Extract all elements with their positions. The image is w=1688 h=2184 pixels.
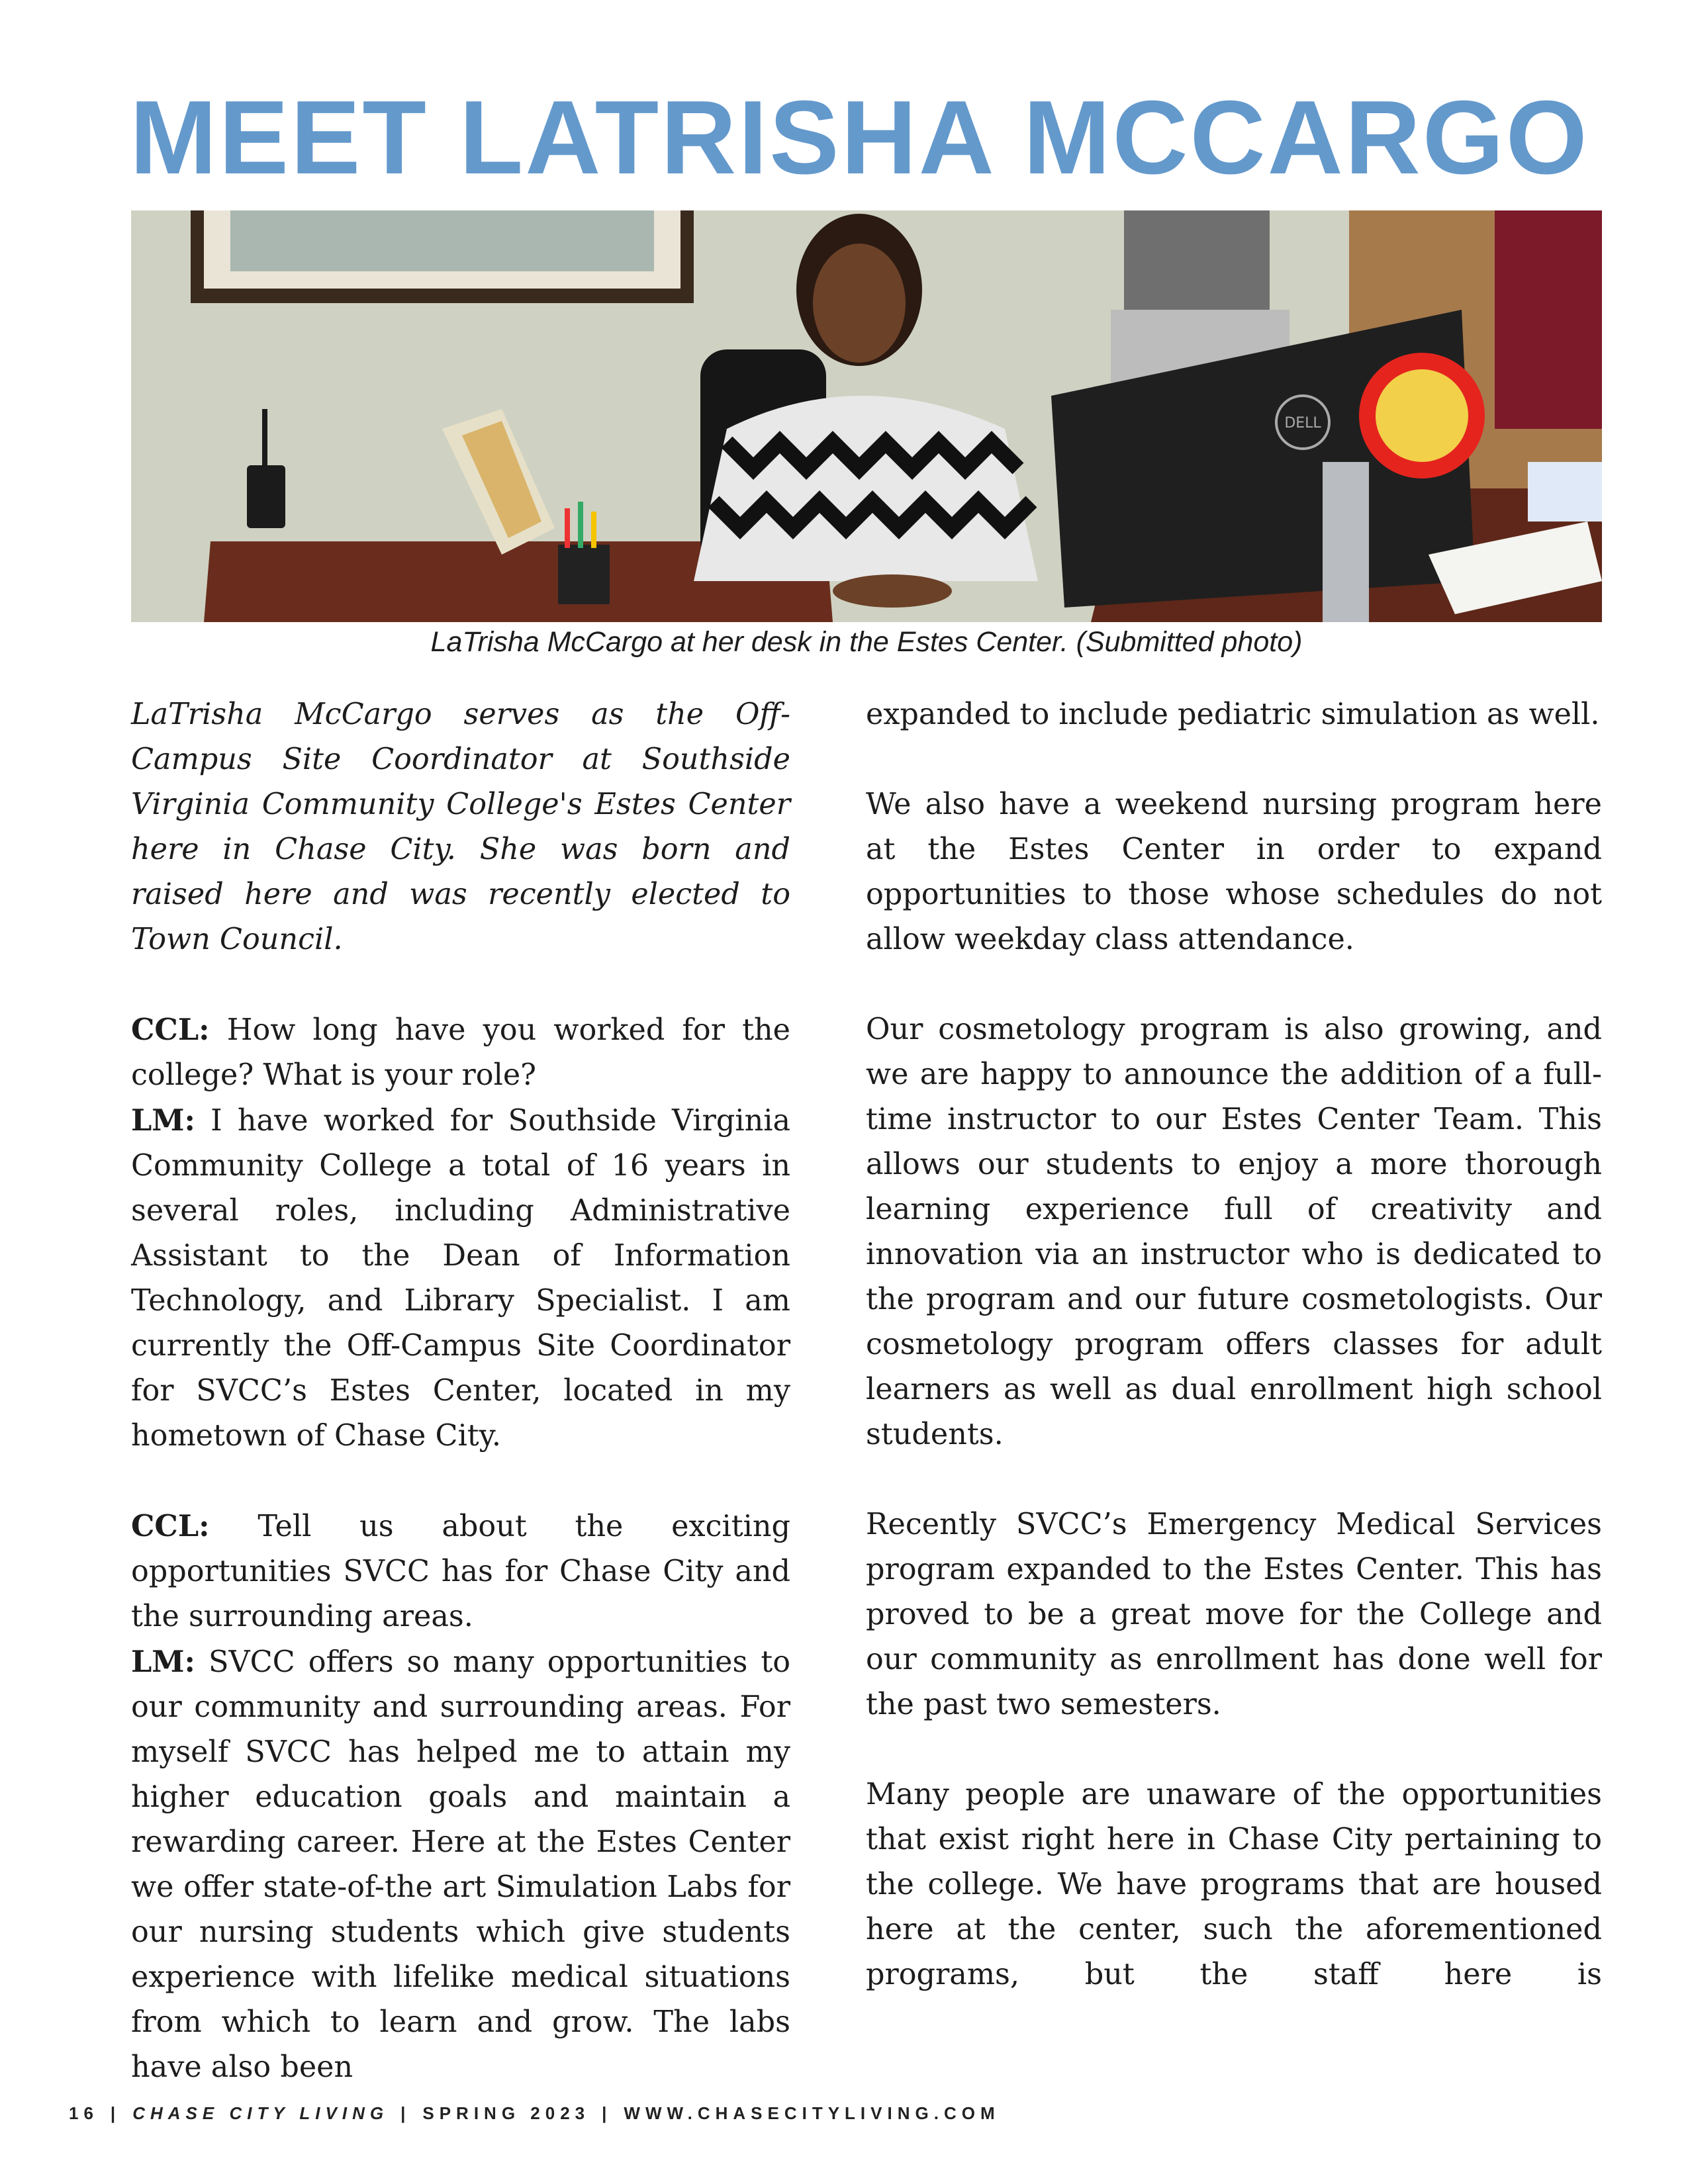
speaker-label: CCL: [131, 1013, 210, 1047]
website-link[interactable]: WWW.CHASECITYLIVING.COM [624, 2103, 1000, 2123]
svg-text:DELL: DELL [1284, 415, 1321, 432]
answer-2 [131, 1639, 790, 2090]
question-text: How long have you worked for the college? What is your role? [131, 1013, 790, 1092]
publication-name: CHASE CITY LIVING [132, 2103, 389, 2123]
profile-photo [131, 210, 1602, 622]
answer-text: SVCC offers so many opportunities to our community and surrounding areas. For myself SVCC has helped me to attain my higher education goals and maintain a rewarding career. Here at the Estes Center we offer state-of-the art Simulation Labs for our nursing students which give students experience with lifelike medical situations from which to learn and grow. The labs have also been [131, 1645, 790, 2084]
answer-1 [131, 1098, 790, 1459]
paragraph-continuation: expanded to include pediatric simulation as well. [866, 698, 1600, 731]
paragraph-cosmetology: Our cosmetology program is also growing, and we are happy to announce the addition of a full-time instructor to our Estes Center Team. This allows our students to enjoy a more thorough learning experience full of creativity and innovation via an instructor who is dedicated to the program and our future cosmetologists. Our cosmetology program offers classes for adult learners as well as dual enrollment high school students. [866, 1013, 1602, 1451]
footer-separator: | [602, 2103, 612, 2123]
photo-caption: LaTrisha McCargo at her desk in the Estes Center. (Submitted photo) [430, 626, 1303, 658]
intro-paragraph: LaTrisha McCargo serves as the Off-Campus Site Coordinator at Southside Virginia Community College's Estes Center here in Chase City. She was born and raised here and was recently elected to Town Council. [131, 698, 790, 956]
framed-picture-icon [191, 210, 694, 303]
issue-label: SPRING 2023 [422, 2103, 590, 2123]
page-title: MEET LATRISHA MCCARGO [130, 79, 1589, 196]
red-chair [1495, 210, 1602, 429]
paragraph-weekend-nursing: We also have a weekend nursing program here at the Estes Center in order to expand opportunities to those whose schedules do not allow weekday class attendance. [866, 788, 1602, 956]
article-left-column [131, 692, 790, 2090]
speaker-label: LM: [131, 1103, 195, 1138]
page-number: 16 [69, 2103, 99, 2123]
article-right-column [866, 692, 1602, 1997]
footer-separator: | [400, 2103, 411, 2123]
question-1 [131, 1007, 790, 1098]
footer-separator: | [110, 2103, 121, 2123]
question-2 [131, 1504, 790, 1639]
page-footer [69, 2103, 1000, 2124]
paragraph-ems: Recently SVCC’s Emergency Medical Services program expanded to the Estes Center. This has proved to be a great move for the College and our community as enrollment has done well for the past two semesters. [866, 1508, 1602, 1721]
speaker-label: LM: [131, 1645, 195, 1679]
paragraph-opportunities: Many people are unaware of the opportunities that exist right here in Chase City pertaining to the college. We have programs that are housed here at the center, such the aforementioned programs, but the staff here is [866, 1778, 1602, 1991]
answer-text: I have worked for Southside Virginia Community College a total of 16 years in several roles, including Administrative Assistant to the Dean of Information Technology, and Library Specialist. I am currently the Off-Campus Site Coordinator for SVCC’s Estes Center, located in my hometown of Chase City. [131, 1104, 790, 1453]
question-text: Tell us about the exciting opportunities SVCC has for Chase City and the surrounding areas. [131, 1510, 790, 1633]
speaker-label: CCL: [131, 1509, 210, 1543]
